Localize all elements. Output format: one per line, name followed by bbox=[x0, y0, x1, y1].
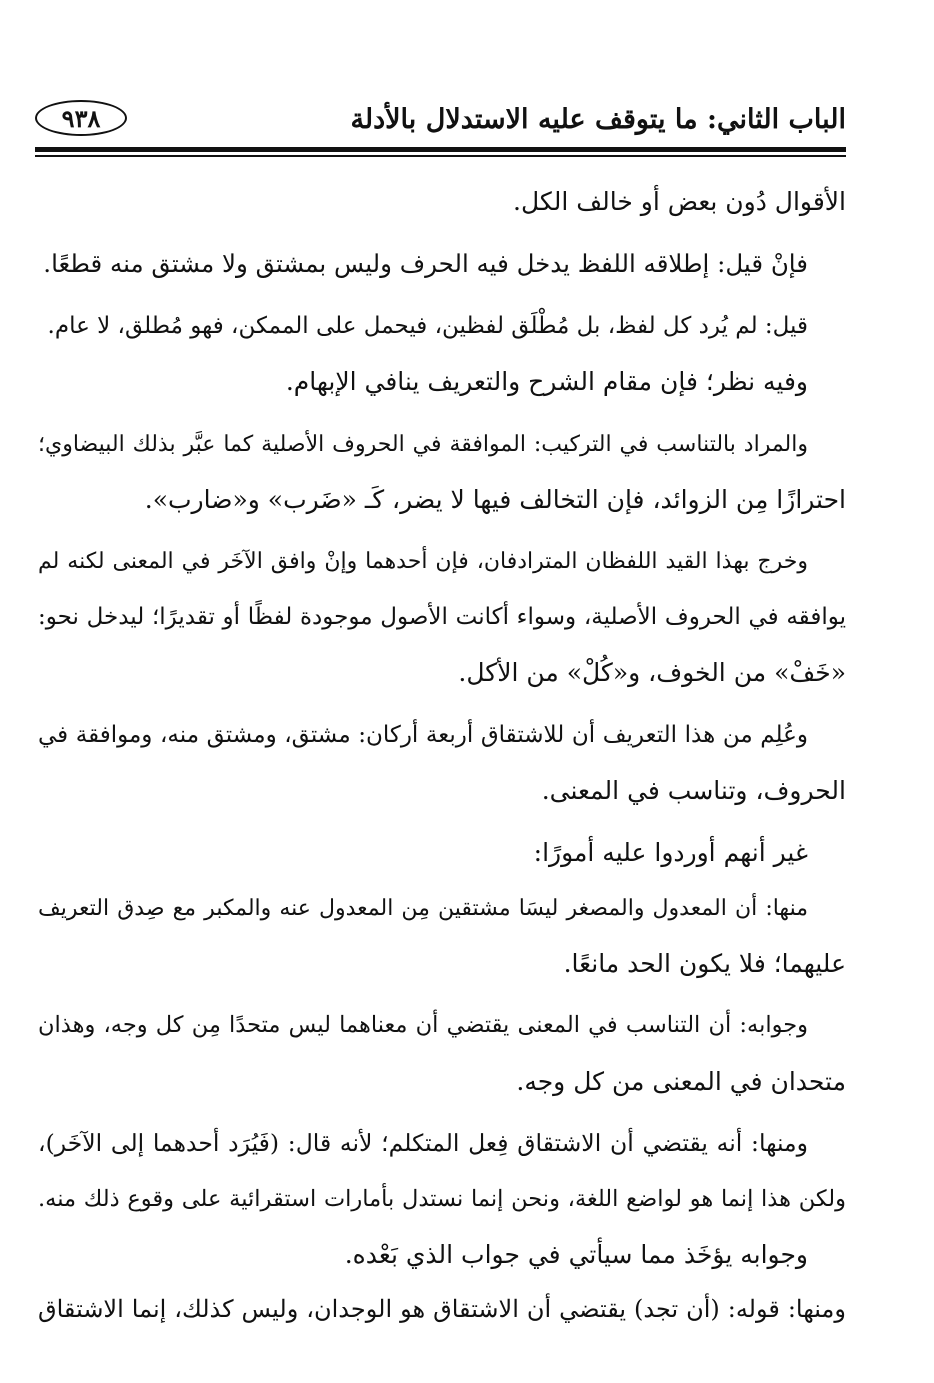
text-line: وخرج بهذا القيد اللفظان المترادفان، فإن أحدهما وإنْ وافق الآخَر في المعنى لكنه لم bbox=[38, 549, 808, 575]
text-line: وعُلِم من هذا التعريف أن للاشتقاق أربعة أركان: مشتق، ومشتق منه، وموافقة في bbox=[38, 721, 808, 748]
text-line: ولكن هذا إنما هو لواضع اللغة، ونحن إنما نستدل بأمارات استقرائية على وقوع ذلك منه. bbox=[38, 1185, 846, 1212]
text-line: منها: أن المعدول والمصغر ليسَا مشتقين مِن المعدول عنه والمكبر مع صِدق التعريف bbox=[38, 895, 808, 921]
text-line: وفيه نظر؛ فإن مقام الشرح والتعريف ينافي الإبهام. bbox=[285, 367, 808, 397]
text-line: «خَفْ» من الخوف، و«كُلْ» من الأكل. bbox=[458, 658, 846, 688]
page-header bbox=[35, 100, 846, 146]
text-line: عليهما؛ فلا يكون الحد مانعًا. bbox=[563, 949, 846, 979]
text-line: قيل: لم يُرد كل لفظ، بل مُطْلَق لفظين، فيحمل على الممكن، فهو مُطلق، لا عام. bbox=[47, 312, 808, 339]
text-line: الحروف، وتناسب في المعنى. bbox=[541, 775, 846, 805]
text-line: ومنها: قوله: (أن تجد) يقتضي أن الاشتقاق هو الوجدان، وليس كذلك، إنما الاشتقاق bbox=[38, 1295, 846, 1324]
body-text bbox=[38, 174, 846, 1338]
text-line: وجوابه يؤخَذ مما سيأتي في جواب الذي بَعْده. bbox=[344, 1240, 808, 1270]
text-line: الأقوال دُون بعض أو خالف الكل. bbox=[513, 187, 846, 216]
text-line: فإنْ قيل: إطلاقه اللفظ يدخل فيه الحرف وليس بمشتق ولا مشتق منه قطعًا. bbox=[43, 249, 808, 279]
header-rule-thick bbox=[35, 147, 846, 152]
text-line: متحدان في المعنى من كل وجه. bbox=[516, 1066, 846, 1096]
text-line: والمراد بالتناسب في التركيب: الموافقة في الحروف الأصلية كما عبَّر بذلك البيضاوي؛ bbox=[38, 431, 808, 457]
text-line: غير أنهم أوردوا عليه أمورًا: bbox=[533, 838, 808, 868]
text-line: وجوابه: أن التناسب في المعنى يقتضي أن معناهما ليس متحدًا مِن كل وجه، وهذان bbox=[38, 1012, 808, 1039]
text-line: احترازًا مِن الزوائد، فإن التخالف فيها لا يضر، كَـ «ضَرب» و«ضارب». bbox=[144, 484, 846, 514]
page-number-badge: ٩٣٨ bbox=[35, 100, 127, 136]
chapter-title: الباب الثاني: ما يتوقف عليه الاستدلال بالأدلة bbox=[350, 104, 846, 135]
text-line: يوافقه في الحروف الأصلية، وسواء أكانت الأصول موجودة لفظًا أو تقديرًا؛ ليدخل نحو: bbox=[38, 603, 846, 630]
text-line: ومنها: أنه يقتضي أن الاشتقاق فِعل المتكلم؛ لأنه قال: (فَيُرَد أحدهما إلى الآخَر)، bbox=[38, 1129, 808, 1158]
header-rule-thin bbox=[35, 155, 846, 157]
